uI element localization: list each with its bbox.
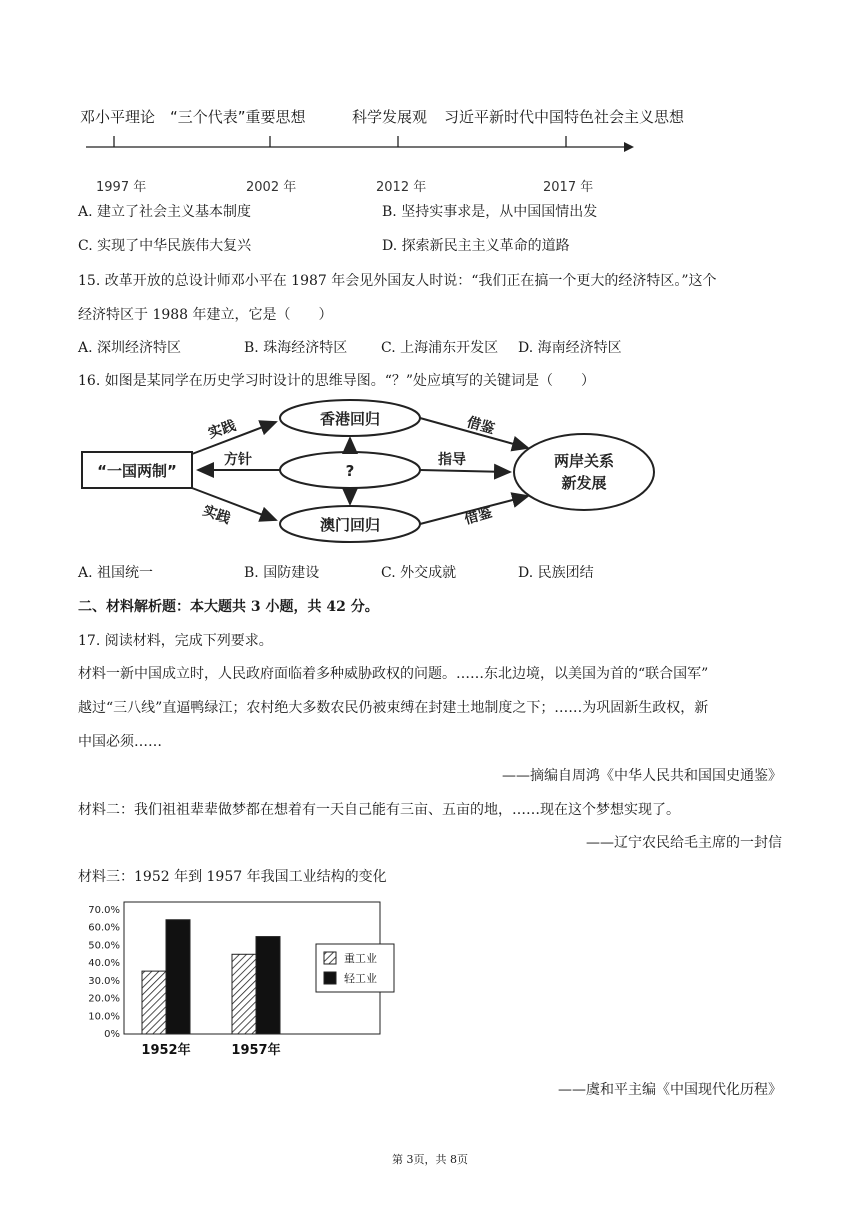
q14-option-d: D. 探索新民主主义革命的道路 (382, 238, 570, 254)
timeline-year-1997: 1997 年 (96, 180, 147, 195)
y-tick-label: 0% (104, 1029, 120, 1040)
timeline-year-2012: 2012 年 (376, 180, 427, 195)
legend-swatch (324, 952, 336, 964)
q16-option-b: B. 国防建设 (244, 565, 320, 581)
q16-option-d: D. 民族团结 (518, 565, 594, 581)
mindmap-question-label: ? (345, 462, 355, 480)
mindmap-label-guide: 指导 (438, 452, 466, 468)
industry-structure-chart (76, 898, 406, 1066)
y-tick-label: 50.0% (88, 940, 120, 952)
q16-option-c: C. 外交成就 (381, 565, 457, 581)
y-tick-label: 70.0% (88, 905, 120, 916)
mindmap-left-box-label: “一国两制” (97, 462, 177, 480)
q16-option-a: A. 祖国统一 (78, 565, 154, 581)
q15-stem-line2: 经济特区于 1988 年建立，它是（ ） (78, 307, 333, 323)
q17-material2: 材料二：我们祖祖辈辈做梦都在想着有一天自己能有三亩、五亩的地，……现在这个梦想实现了。 (78, 802, 680, 818)
mindmap-label-reference-bottom: 借鉴 (462, 504, 495, 528)
q14-option-b: B. 坚持实事求是，从中国国情出发 (382, 204, 598, 220)
y-tick-label: 60.0% (88, 922, 120, 934)
timeline-year-2017: 2017 年 (543, 180, 594, 195)
mindmap-cross-strait-line1: 两岸关系 (553, 452, 615, 470)
q14-option-a: A. 建立了社会主义基本制度 (78, 204, 252, 220)
bar-1957年-轻工业 (256, 937, 280, 1034)
legend-label: 轻工业 (344, 972, 377, 985)
mindmap-label-policy: 方针 (224, 452, 252, 468)
y-tick-label: 30.0% (88, 975, 120, 987)
mindmap-label-reference-top: 借鉴 (464, 414, 497, 438)
q16-mindmap (76, 396, 666, 556)
x-category-label: 1952年 (141, 1043, 191, 1058)
q15-option-a: A. 深圳经济特区 (78, 340, 182, 356)
q17-material1-source: ——摘编自周鸿《中华人民共和国国史通鉴》 (502, 768, 782, 784)
mindmap-arrow-guide (420, 470, 510, 472)
timeline-year-2002: 2002 年 (246, 180, 297, 195)
q17-stem: 17. 阅读材料，完成下列要求。 (78, 633, 273, 649)
q15-stem-line1: 15. 改革开放的总设计师邓小平在 1987 年会见外国友人时说：“我们正在搞一个更大的经济特区。”这个 (78, 273, 717, 289)
y-tick-label: 10.0% (88, 1011, 120, 1023)
mindmap-cross-strait-line2: 新发展 (561, 474, 607, 492)
legend-label: 重工业 (344, 952, 377, 965)
mindmap-label-practice-top: 实践 (206, 417, 238, 442)
timeline-axis (80, 130, 640, 160)
q14-option-c: C. 实现了中华民族伟大复兴 (78, 238, 252, 254)
y-tick-label: 20.0% (88, 993, 120, 1005)
q17-material1-line2: 越过“三八线”直逼鸭绿江；农村绝大多数农民仍被束缚在封建土地制度之下；……为巩固新生政权，新 (78, 700, 709, 716)
timeline-label-xi-thought: 习近平新时代中国特色社会主义思想 (444, 108, 685, 126)
bar-1952年-轻工业 (166, 920, 190, 1034)
y-tick-label: 40.0% (88, 958, 120, 970)
q17-material1-line1: 材料一新中国成立时，人民政府面临着多种威胁政权的问题。……东北边境，以美国为首的“联合国军” (78, 666, 709, 682)
page-footer: 第 3页，共 8页 (392, 1153, 468, 1166)
q15-option-d: D. 海南经济特区 (518, 340, 622, 356)
section2-heading: 二、材料解析题：本大题共 3 小题，共 42 分。 (78, 599, 379, 615)
x-category-label: 1957年 (231, 1043, 281, 1058)
mindmap-hongkong-label: 香港回归 (319, 410, 381, 428)
timeline-label-deng: 邓小平理论 (80, 108, 156, 126)
bar-1957年-重工业 (232, 954, 256, 1034)
timeline-label-three-represents: “三个代表”重要思想 (170, 108, 306, 126)
q17-material3-title: 材料三：1952 年到 1957 年我国工业结构的变化 (78, 869, 387, 885)
q15-option-b: B. 珠海经济特区 (244, 340, 348, 356)
q17-material2-source: ——辽宁农民给毛主席的一封信 (586, 835, 782, 851)
mindmap-cross-strait-node (514, 434, 654, 510)
q17-material1-line3: 中国必须…… (78, 734, 162, 750)
timeline-label-scientific-development: 科学发展观 (352, 108, 428, 126)
bar-1952年-重工业 (142, 971, 166, 1034)
q15-option-c: C. 上海浦东开发区 (381, 340, 499, 356)
legend-swatch (324, 972, 336, 984)
q16-stem: 16. 如图是某同学在历史学习时设计的思维导图。“？”处应填写的关键词是（ ） (78, 373, 596, 389)
q17-material3-source: ——虞和平主编《中国现代化历程》 (558, 1082, 782, 1098)
mindmap-label-practice-bottom: 实践 (200, 502, 233, 528)
mindmap-macau-label: 澳门回归 (319, 516, 381, 534)
